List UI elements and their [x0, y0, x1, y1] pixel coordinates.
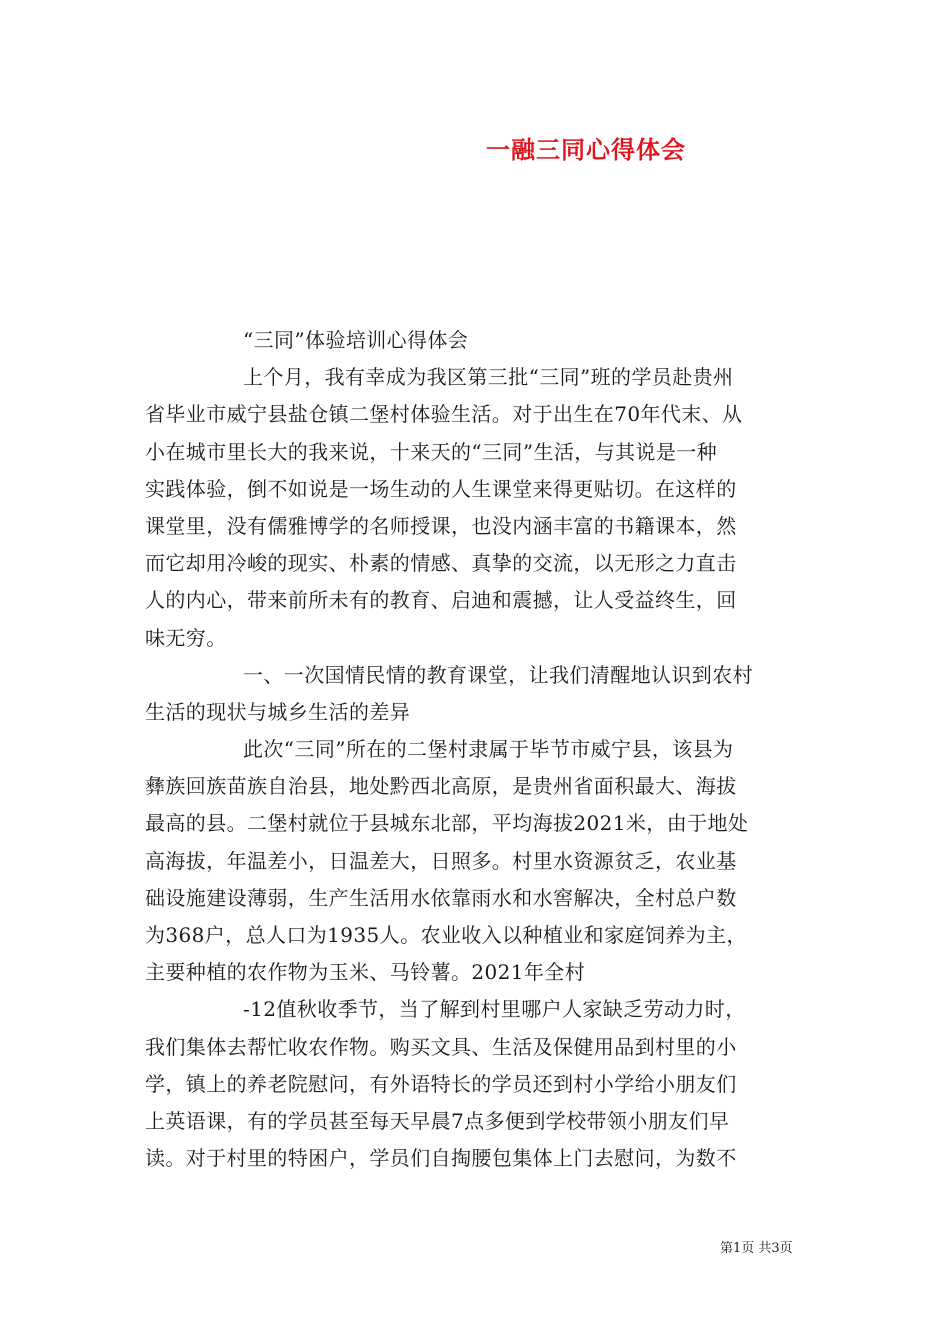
paragraph-line: 小在城市里长大的我来说，十来天的“三同”生活，与其说是一种	[145, 439, 718, 464]
document-title: 一融三同心得体会	[486, 135, 686, 164]
paragraph-line: 彝族回族苗族自治县，地处黔西北高原，是贵州省面积最大、海拔	[145, 774, 737, 799]
paragraph-line: 高海拔，年温差小，日温差大，日照多。村里水资源贫乏，农业基	[145, 848, 737, 873]
page-number-footer: 第1页 共3页	[720, 1241, 793, 1256]
paragraph-line: 上个月，我有幸成为我区第三批“三同”班的学员赴贵州	[243, 365, 734, 390]
paragraph-line: 此次“三同”所在的二堡村隶属于毕节市威宁县，该县为	[243, 737, 734, 762]
paragraph-line: 最高的县。二堡村就位于县城东北部，平均海拔2021米，由于地处	[145, 811, 749, 836]
paragraph-line: 省毕业市威宁县盐仓镇二堡村体验生活。对于出生在70年代末、从	[145, 402, 743, 427]
paragraph-line: 础设施建设薄弱，生产生活用水依靠雨水和水窖解决，全村总户数	[145, 885, 737, 910]
paragraph-line: 上英语课，有的学员甚至每天早晨7点多便到学校带领小朋友们早	[145, 1108, 730, 1133]
paragraph-line: 为368户，总人口为1935人。农业收入以种植业和家庭饲养为主，	[145, 923, 747, 947]
section-heading-line: 一、一次国情民情的教育课堂，让我们清醒地认识到农村	[243, 662, 753, 687]
paragraph-line: 我们集体去帮忙收农作物。购买文具、生活及保健用品到村里的小	[145, 1034, 737, 1059]
paragraph-line: 课堂里，没有儒雅博学的名师授课，也没内涵丰富的书籍课本，然	[145, 513, 737, 538]
paragraph-line: 实践体验，倒不如说是一场生动的人生课堂来得更贴切。在这样的	[145, 476, 737, 501]
paragraph-line: 读。对于村里的特困户，学员们自掏腰包集体上门去慰问，为数不	[145, 1146, 737, 1171]
paragraph-line: 学，镇上的养老院慰问，有外语特长的学员还到村小学给小朋友们	[145, 1071, 737, 1096]
subtitle-line: “三同”体验培训心得体会	[243, 328, 469, 352]
paragraph-line: 主要种植的农作物为玉米、马铃薯。2021年全村	[145, 960, 586, 985]
paragraph-line: 人的内心，带来前所未有的教育、启迪和震撼，让人受益终生，回	[145, 588, 737, 613]
paragraph-line: 味无穷。	[145, 625, 227, 650]
paragraph-line: 而它却用冷峻的现实、朴素的情感、真挚的交流，以无形之力直击	[145, 551, 737, 576]
document-body	[145, 322, 815, 1177]
paragraph-line: -12值秋收季节，当了解到村里哪户人家缺乏劳动力时，	[243, 997, 746, 1022]
section-heading-line: 生活的现状与城乡生活的差异	[145, 699, 411, 724]
